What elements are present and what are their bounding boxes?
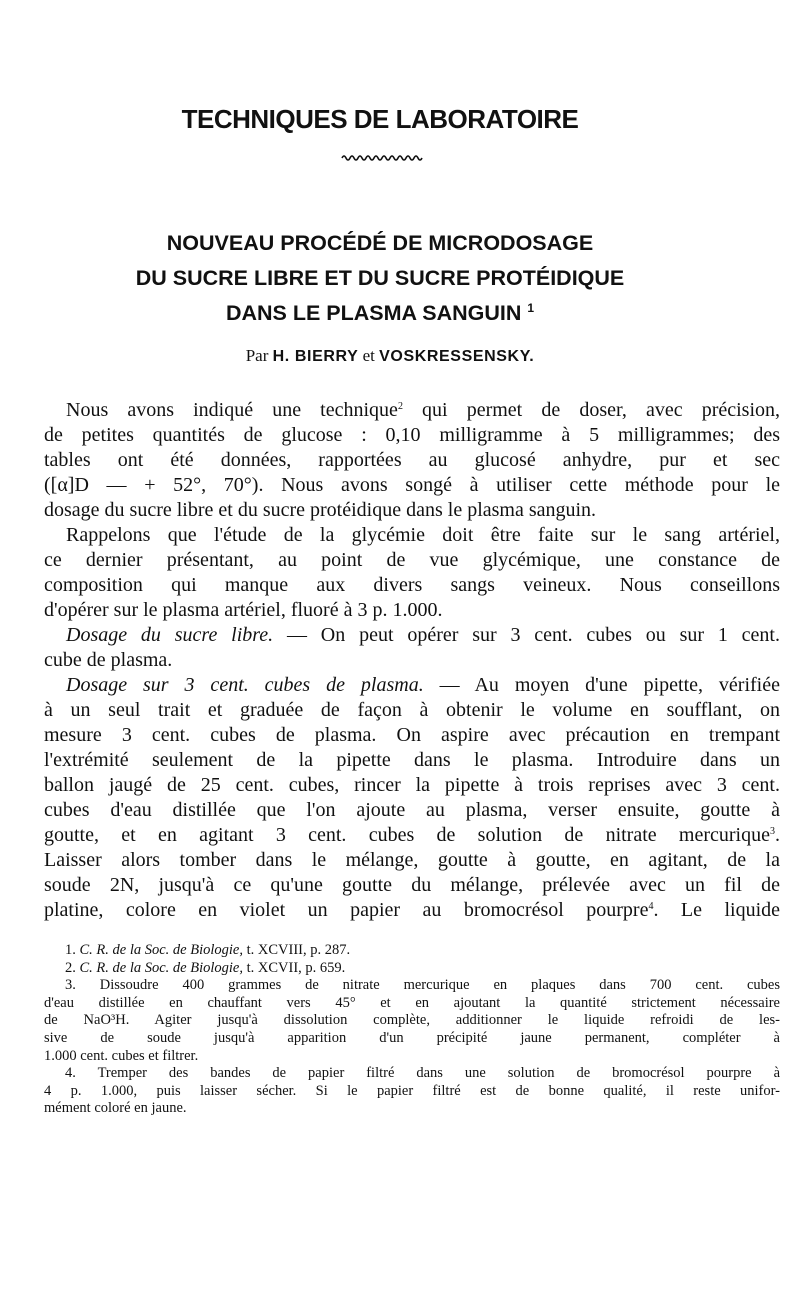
subheading: Dosage du sucre libre. (66, 624, 274, 646)
footnote-ref: 4 (648, 901, 654, 912)
body-line: Laisser alors tomber dans le mélange, goutte à goutte, en agitant, de la (44, 849, 780, 871)
body-line: Nous avons indiqué une technique$^2$ qui permet de doser, avec précision, (66, 399, 781, 421)
footnote-ref: 1 (527, 301, 535, 315)
body-line: Dosage sur 3 cent. cubes de plasma. — Au moyen d'une pipette, vérifiée (66, 674, 780, 696)
footnote-3-line: sive de soude jusqu'à apparition d'un précipité jaune permanent, compléter à (44, 1029, 780, 1046)
footnote-ref: 2 (397, 401, 403, 412)
footnote-3-line: de NaO³H. Agiter jusqu'à dissolution complète, additionner le liquide refroidi de les- (44, 1012, 780, 1029)
title-line: DANS LE PLASMA SANGUIN $^1$ (225, 301, 535, 325)
section-title: TECHNIQUES DE LABORATOIRE (181, 104, 579, 134)
footnote-ref: 3 (770, 826, 775, 837)
wavy-ornament-icon (340, 152, 424, 164)
body-line: ([α]D — + 52°, 70°). Nous avons songé à utiliser cette méthode pour le (44, 474, 780, 496)
body-line: l'extrémité seulement de la pipette dans le plasma. Introduire dans un (44, 749, 780, 771)
body-line: ballon jaugé de 25 cent. cubes, rincer la pipette à trois reprises avec 3 cent. (44, 774, 780, 796)
body-line: cubes d'eau distillée que l'on ajoute au plasma, verser ensuite, goutte à (44, 799, 780, 821)
title-line: NOUVEAU PROCÉDÉ DE MICRODOSAGE (166, 231, 594, 255)
body-line: tables ont été données, rapportées au glucosé anhydre, pur et sec (44, 449, 780, 471)
body-line: de petites quantités de glucose : 0,10 milligramme à 5 milligrammes; des (44, 424, 780, 446)
footnote-4-line: mément coloré en jaune. (44, 1100, 187, 1117)
footnote-3: 3. Dissoudre 400 grammes de nitrate mercurique en plaques dans 700 cent. cubes (65, 977, 780, 994)
body-line: d'opérer sur le plasma artériel, fluoré à 3 p. 1.000. (44, 599, 443, 621)
article-body (44, 398, 780, 923)
body-line: platine, colore en violet un papier au bromocrésol pourpre$^4$. Le liquide (44, 899, 780, 921)
body-line: soude 2N, jusqu'à ce qu'une goutte du mélange, prélevée avec un fil de (44, 874, 780, 896)
author-name: VOSKRESSENSKY. (379, 348, 535, 365)
footnote-3-line: d'eau distillée en chauffant vers 45° et en ajoutant la quantité strictement nécessaire (44, 994, 780, 1011)
body-line: cube de plasma. (44, 649, 173, 671)
body-line: Dosage du sucre libre. — On peut opérer sur 3 cent. cubes ou sur 1 cent. (66, 624, 780, 646)
subheading: Dosage sur 3 cent. cubes de plasma. (66, 674, 424, 696)
body-line: composition qui manque aux divers sangs veineux. Nous conseillons (44, 574, 780, 596)
footnotes (44, 942, 780, 1118)
title-line: DU SUCRE LIBRE ET DU SUCRE PROTÉIDIQUE (135, 266, 625, 290)
byline: Par H. BIERRY et VOSKRESSENSKY. (245, 346, 535, 365)
footnote-4-line: 4 p. 1.000, puis laisser sécher. Si le papier filtré est de bonne qualité, il reste unifor- (44, 1082, 780, 1099)
article-title (0, 226, 760, 331)
body-line: dosage du sucre libre et du sucre protéidique dans le plasma sanguin. (44, 499, 597, 521)
footnote-3-line: 1.000 cent. cubes et filtrer. (44, 1047, 199, 1064)
body-line: mesure 3 cent. cubes de plasma. On aspire avec précaution en trempant (44, 724, 780, 746)
body-line: ce dernier présentant, au point de vue glycémique, une constance de (44, 549, 780, 571)
footnote-2: 2. C. R. de la Soc. de Biologie, t. XCVII, p. 659. (65, 959, 346, 976)
author-name: H. BIERRY (272, 348, 359, 365)
body-line: Rappelons que l'étude de la glycémie doit être faite sur le sang artériel, (66, 524, 780, 546)
footnote-1: 1. C. R. de la Soc. de Biologie, t. XCVIII, p. 287. (65, 942, 351, 958)
body-line: à un seul trait et graduée de façon à obtenir le volume en soufflant, on (44, 699, 780, 721)
footnote-4: 4. Tremper des bandes de papier filtré dans une solution de bromocrésol pourpre à (65, 1065, 780, 1082)
body-line: goutte, et en agitant 3 cent. cubes de solution de nitrate mercurique$^3$. (44, 824, 780, 846)
